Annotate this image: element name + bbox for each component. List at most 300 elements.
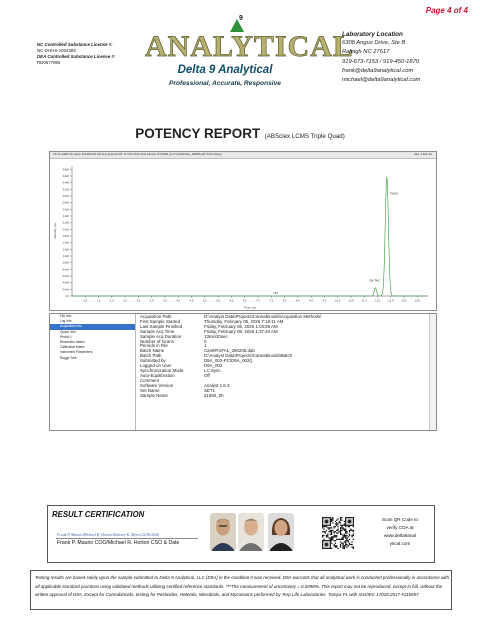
qr-module (328, 548, 329, 549)
info-field-value: Off (204, 372, 210, 378)
qr-module (346, 531, 347, 532)
info-field-value: Thursday, February 05, 2026 7:16:11 AM (204, 318, 284, 324)
qr-module (330, 545, 331, 546)
qr-module (325, 543, 326, 544)
qr-module (344, 530, 345, 531)
qr-module (351, 525, 352, 526)
info-field-name: Auto-Equilibration (140, 372, 175, 378)
signatory-names: Frank P. Maurio COO/Michael R. Horton CSO & Date (57, 540, 180, 546)
qr-module (326, 520, 327, 521)
x-tick-label: 2.0 (123, 299, 127, 303)
y-tick-label: 3.4e5 (62, 181, 69, 185)
qr-module (337, 526, 338, 527)
qr-module (350, 521, 351, 522)
qr-module (336, 520, 337, 521)
qr-module (350, 522, 351, 523)
qr-module (323, 539, 324, 540)
qr-module (350, 544, 351, 545)
qr-module (322, 541, 323, 542)
lab-email-1[interactable]: frank@delta9analytical.com (342, 67, 414, 74)
info-navigation (50, 314, 136, 430)
qr-module (348, 541, 349, 542)
qr-module (331, 527, 332, 528)
qr-module (353, 521, 354, 522)
qr-module (344, 535, 345, 536)
qr-module (322, 544, 323, 545)
dea-license-value: RD0577986 (37, 60, 61, 65)
qr-module (322, 517, 323, 518)
nc-license-label: NC Controlled Substance License #: (37, 42, 113, 47)
qr-module (339, 531, 340, 532)
qr-module (328, 540, 329, 541)
qr-module (336, 535, 337, 536)
y-tick-label: 2.2e5 (62, 221, 69, 225)
qr-module (330, 540, 331, 541)
nc-license-value: NC-DHHS-1004369 (37, 48, 76, 53)
qr-module (342, 546, 343, 547)
signatory-photo-1 (210, 513, 236, 551)
qr-module (330, 546, 331, 547)
qr-module (325, 517, 326, 518)
qr-module (331, 534, 332, 535)
qr-module (345, 520, 346, 521)
qr-module (335, 543, 336, 544)
qr-module (327, 525, 328, 526)
qr-module (336, 523, 337, 524)
qr-module (346, 546, 347, 547)
qr-module (323, 517, 324, 518)
qr-module (340, 527, 341, 528)
info-field-value: D:\Analyst Data\Projects\Cannabinoids\Batch (204, 353, 293, 359)
qr-module (341, 537, 342, 538)
qr-module (337, 548, 338, 549)
info-nav-item[interactable]: File Info (60, 314, 72, 318)
qr-module (350, 517, 351, 518)
qr-module (353, 522, 354, 523)
info-nav-item[interactable]: Period 1 (60, 334, 72, 339)
qr-module (328, 529, 329, 530)
qr-module (327, 534, 328, 535)
qr-module (349, 531, 350, 532)
x-tick-label: 7.5 (269, 299, 274, 303)
peak-label: THCA (389, 191, 398, 196)
qr-module (344, 541, 345, 542)
qr-module (342, 537, 343, 538)
qr-module (341, 543, 342, 544)
qr-module (322, 523, 323, 524)
disclaimer-text: Testing results are based solely upon the sample submitted to Delta 9 Analytical, LLC (D9A) in the condition it was received. D9A warrants that all analytical work is conducted professionally in accordance with all applicable standard practices using validated methods utilizing certified reference standards. ***The measurement of uncertainty = 0.0498%. This report may not be reproduced, except in full, without the written approval of D9A. Except for Cannabinoids, testing for Pesticides, HMetals, Microbials, and Mycotoxins performed by Terp Life Laboratories, Tampa FL with ISO/IEC 17025:2017 #116557. (35, 575, 449, 598)
y-tick-label: 6.0e4 (62, 275, 69, 278)
qr-module (346, 535, 347, 536)
info-field-name: Sample Acq Time (140, 328, 175, 334)
signatory-photo-2 (238, 513, 264, 551)
qr-module (332, 522, 333, 523)
qr-module (346, 525, 347, 526)
qr-module (351, 546, 352, 547)
info-field-value: 51950_2h (204, 392, 224, 398)
qr-module (353, 531, 354, 532)
qr-module (353, 517, 354, 518)
qr-module (345, 540, 346, 541)
qr-module (325, 545, 326, 546)
qr-module (330, 520, 331, 521)
qr-module (345, 517, 346, 518)
info-field-name: Last Sample Finished (140, 323, 183, 329)
y-tick-label: 8.0e4 (62, 268, 69, 272)
license-block (37, 42, 157, 66)
qr-module (334, 540, 335, 541)
qr-module (331, 540, 332, 541)
qr-module (342, 529, 343, 530)
qr-module (328, 517, 329, 518)
info-nav-item[interactable]: Log Info (60, 319, 72, 324)
qr-module (335, 521, 336, 522)
page-number: Page 4 of 4 (425, 6, 468, 15)
qr-module (330, 541, 331, 542)
qr-module (345, 535, 346, 536)
qr-module (335, 546, 336, 547)
qr-module (348, 520, 349, 521)
qr-module (340, 532, 341, 533)
qr-module (330, 534, 331, 535)
y-tick-label: 1.0e5 (62, 261, 69, 265)
qr-module (346, 540, 347, 541)
info-field-value: D9A_002 (204, 363, 223, 369)
qr-module (350, 520, 351, 521)
qr-module (340, 520, 341, 521)
qr-module (322, 545, 323, 546)
qr-module (335, 535, 336, 536)
qr-module (349, 534, 350, 535)
qr-module (330, 530, 331, 531)
lab-location (342, 30, 420, 85)
qr-module (330, 543, 331, 544)
qr-module (331, 539, 332, 540)
qr-module (322, 521, 323, 522)
logo-wordmark: ANALYTICAL (145, 30, 354, 63)
qr-module (327, 520, 328, 521)
report-title-main: POTENCY REPORT (135, 126, 261, 141)
info-field-name: Sample Acq Duration (140, 333, 182, 339)
lab-address-2: Raleigh NC 27617 (342, 49, 390, 56)
info-field-name: Synchronization Mode (140, 367, 184, 373)
qr-module (353, 526, 354, 527)
x-tick-label: 1.0 (96, 299, 101, 303)
qr-module (345, 537, 346, 538)
qr-module (322, 518, 323, 519)
qr-module (350, 530, 351, 531)
qr-module (349, 517, 350, 518)
qr-module (325, 522, 326, 523)
x-tick-label: 9.5 (322, 299, 327, 303)
qr-module (348, 545, 349, 546)
qr-module (341, 520, 342, 521)
qr-module (335, 526, 336, 527)
qr-module (330, 518, 331, 519)
logo-company-name: Delta 9 Analytical (177, 64, 273, 76)
qr-module (345, 531, 346, 532)
qr-module (331, 531, 332, 532)
qr-module (345, 526, 346, 527)
x-tick-label: 6.0 (229, 299, 234, 303)
y-tick-label: 2.8e5 (62, 201, 69, 205)
lab-email-2[interactable]: michael@delta9analytical.com (342, 77, 421, 84)
x-tick-label: 8.0 (282, 299, 287, 303)
qr-module (330, 523, 331, 524)
qr-module (353, 534, 354, 535)
qr-module (323, 531, 324, 532)
qr-module (322, 531, 323, 532)
qr-module (326, 526, 327, 527)
qr-module (322, 527, 323, 528)
qr-module (345, 541, 346, 542)
info-nav-item[interactable]: Instrument Parameters (60, 350, 93, 355)
x-tick-label: 3.5 (163, 299, 167, 303)
qr-module (342, 548, 343, 549)
qr-module (325, 531, 326, 532)
qr-module (349, 522, 350, 523)
qr-module (334, 544, 335, 545)
x-tick-label: 11.5 (375, 299, 380, 303)
y-tick-label: 2.6e5 (62, 208, 69, 212)
qr-module (325, 532, 326, 533)
info-field-name: First Sample Started (140, 318, 181, 324)
qr-module (322, 522, 323, 523)
qr-module (344, 525, 345, 526)
qr-module (341, 517, 342, 518)
qr-module (326, 545, 327, 546)
qr-module (322, 525, 323, 526)
signatory-photo-3 (268, 513, 294, 551)
qr-module (341, 526, 342, 527)
qr-module (353, 530, 354, 531)
qr-module (345, 523, 346, 524)
qr-code-icon[interactable] (322, 517, 354, 549)
qr-module (325, 548, 326, 549)
qr-module (335, 536, 336, 537)
qr-module (322, 540, 323, 541)
qr-module (345, 532, 346, 533)
qr-module (325, 520, 326, 521)
qr-module (330, 527, 331, 528)
qr-module (326, 536, 327, 537)
info-nav-item[interactable]: Calibration tables (60, 345, 85, 350)
qr-module (334, 536, 335, 537)
qr-module (342, 527, 343, 528)
qr-module (345, 536, 346, 537)
info-field-name: Logged-on User (140, 363, 172, 369)
qr-module (353, 523, 354, 524)
qr-module (349, 539, 350, 540)
qr-module (344, 546, 345, 547)
qr-module (322, 536, 323, 537)
info-nav-item[interactable]: Resolution tables (60, 340, 85, 345)
qr-module (328, 537, 329, 538)
qr-module (331, 520, 332, 521)
x-tick-label: 4.5 (189, 299, 194, 303)
qr-module (335, 540, 336, 541)
minor-peak-label: 7.65 (272, 292, 278, 295)
lab-title: Laboratory Location (342, 31, 403, 38)
info-nav-item[interactable]: Quant. Info (60, 329, 76, 334)
qr-module (340, 539, 341, 540)
x-tick-label: 10.0 (335, 299, 341, 303)
qr-module (341, 530, 342, 531)
qr-module (339, 539, 340, 540)
info-field-name: Submitted by (140, 358, 166, 364)
qr-module (336, 525, 337, 526)
qr-module (353, 518, 354, 519)
qr-module (325, 526, 326, 527)
qr-module (322, 546, 323, 547)
y-tick-label: 3.6e5 (62, 175, 69, 178)
qr-module (334, 526, 335, 527)
info-field-values (204, 315, 424, 398)
info-field-value: D:\Analyst Data\Projects\Cannabinoids\Acquisition Methods\ (204, 314, 322, 319)
x-tick-label: 11.0 (361, 299, 367, 303)
peak-label: D9-THC (369, 278, 381, 283)
qr-module (345, 544, 346, 545)
info-nav-item[interactable]: Acquisition Info (50, 324, 135, 329)
info-field-value: Can9ProFAL_260205.dab (204, 348, 255, 354)
qr-module (331, 532, 332, 533)
qr-module (327, 522, 328, 523)
x-tick-label: 8.5 (296, 299, 300, 303)
y-tick-label: 1.4e5 (62, 248, 69, 252)
info-field-names (140, 315, 200, 398)
info-scrollbar[interactable] (429, 314, 436, 430)
qr-module (331, 518, 332, 519)
qr-module (346, 539, 347, 540)
qr-module (323, 540, 324, 541)
qr-module (348, 525, 349, 526)
qr-module (325, 521, 326, 522)
qr-module (327, 540, 328, 541)
qr-module (342, 539, 343, 540)
qr-module (342, 543, 343, 544)
qr-module (340, 541, 341, 542)
qr-module (325, 525, 326, 526)
qr-module (331, 521, 332, 522)
qr-module (325, 544, 326, 545)
qr-text-line-3[interactable]: www.delta9anal (383, 533, 417, 538)
qr-module (340, 518, 341, 519)
qr-module (326, 543, 327, 544)
qr-module (342, 535, 343, 536)
qr-module (326, 544, 327, 545)
info-field-name: Sample Name (140, 392, 168, 398)
qr-module (336, 522, 337, 523)
qr-module (344, 523, 345, 524)
info-field-name: Number of Scans (140, 338, 174, 344)
x-tick-label: 5.0 (203, 299, 207, 303)
chromatogram-header-left: XIC of +MRM (40 pairs): 315.000/193.100 amu Expected RT: 11.9 ID: 9THC Area Sample 19 (51950_2) of Can9ProFAL_280205.wiff (Turbo Spray) (53, 153, 222, 156)
qr-module (348, 540, 349, 541)
qr-module (322, 520, 323, 521)
y-tick-label: 1.6e5 (62, 241, 69, 245)
qr-module (337, 539, 338, 540)
report-title-sub: (ABSciex LCMS Triple Quad) (264, 133, 345, 140)
info-nav-item[interactable]: Ruggd Trek (60, 355, 77, 360)
qr-module (348, 526, 349, 527)
qr-module (326, 521, 327, 522)
qr-module (346, 544, 347, 545)
qr-module (330, 522, 331, 523)
qr-module (345, 525, 346, 526)
y-tick-label: 4.0e4 (62, 281, 69, 285)
qr-module (331, 537, 332, 538)
qr-module (346, 517, 347, 518)
certification-title: RESULT CERTIFICATION (52, 510, 145, 519)
qr-module (323, 529, 324, 530)
qr-module (345, 522, 346, 523)
qr-module (337, 518, 338, 519)
x-tick-label: 12.0 (388, 299, 394, 303)
qr-module (326, 535, 327, 536)
y-tick-label: 1.2e5 (62, 255, 69, 258)
qr-module (326, 517, 327, 518)
qr-module (344, 545, 345, 546)
qr-module (326, 548, 327, 549)
qr-module (336, 545, 337, 546)
qr-module (342, 545, 343, 546)
qr-module (336, 546, 337, 547)
qr-module (340, 530, 341, 531)
y-tick-label: 2.4e5 (62, 215, 69, 218)
info-field-name: Acquisition Path (140, 314, 172, 319)
x-tick-label: 12.5 (401, 299, 407, 303)
qr-module (335, 545, 336, 546)
qr-module (340, 531, 341, 532)
qr-module (335, 523, 336, 524)
qr-module (351, 530, 352, 531)
qr-module (332, 536, 333, 537)
qr-module (353, 535, 354, 536)
qr-instructions (370, 516, 430, 548)
qr-text-line-4[interactable]: ytical.com (389, 541, 411, 546)
qr-module (327, 543, 328, 544)
qr-module (353, 546, 354, 547)
qr-module (342, 525, 343, 526)
logo-number: 9 (239, 15, 243, 22)
qr-module (337, 529, 338, 530)
chromatogram-chart (50, 160, 436, 310)
qr-module (341, 525, 342, 526)
qr-module (344, 534, 345, 535)
qr-module (344, 548, 345, 549)
lab-phone: 919-673-7153 / 919-450-1870 (342, 58, 420, 65)
qr-module (346, 537, 347, 538)
qr-module (345, 543, 346, 544)
x-tick-label: 3.0 (149, 299, 154, 303)
qr-module (346, 532, 347, 533)
qr-module (334, 532, 335, 533)
y-tick-label: 2.0e4 (62, 288, 69, 292)
info-field-value: Friday, February 06, 2026 1:03:59 AM (204, 323, 278, 329)
qr-module (353, 539, 354, 540)
y-tick-label: 3.2e5 (62, 188, 69, 192)
qr-module (336, 536, 337, 537)
qr-module (339, 522, 340, 523)
qr-module (341, 527, 342, 528)
y-tick-label: 2.0e5 (62, 228, 69, 232)
qr-module (330, 531, 331, 532)
y-axis-title: Intensity, cps (53, 222, 57, 240)
qr-module (332, 537, 333, 538)
qr-module (334, 527, 335, 528)
qr-module (322, 543, 323, 544)
qr-module (341, 539, 342, 540)
